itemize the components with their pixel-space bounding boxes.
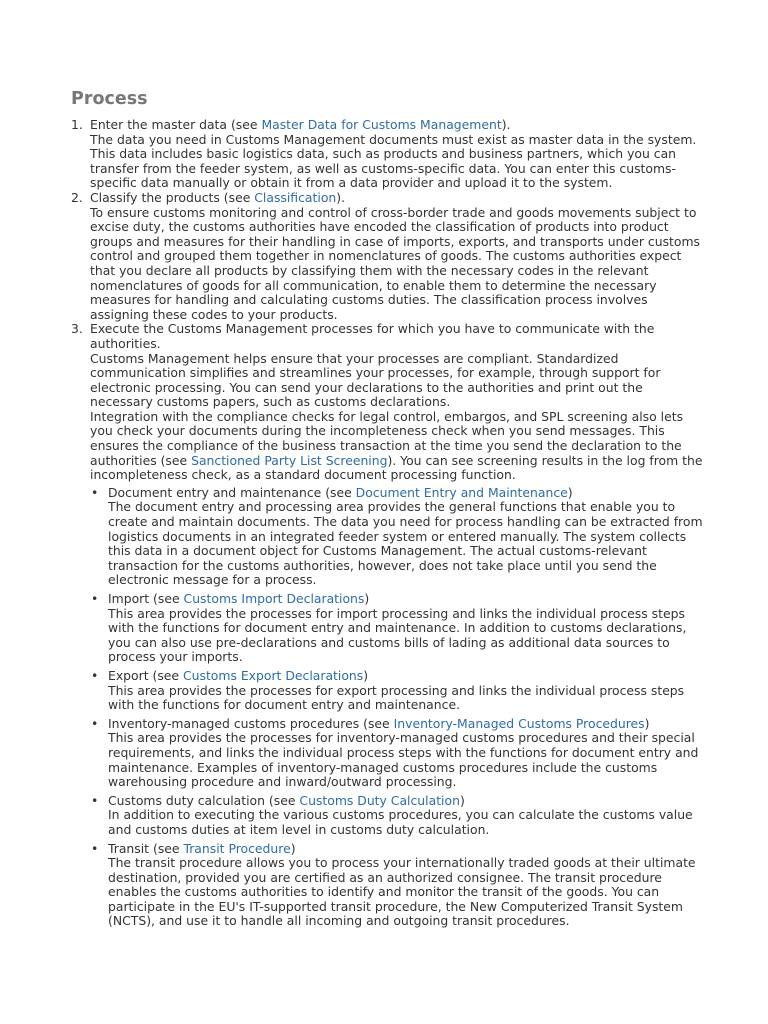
step-number: 3.	[71, 321, 83, 337]
process-step-3	[71, 322, 703, 929]
compliance-text-start: Integration with the compliance checks for legal control, embargos, and SPL screening also lets you check your documents during the incompleteness check when you send messages. This ensures the compliance of the business transaction at the time you send the declaration to the authorities (see	[90, 408, 684, 468]
link-sanctioned-party-list-screening[interactable]: Sanctioned Party List Screening	[191, 452, 388, 468]
step-lead	[90, 191, 703, 206]
bullet-label-end: )	[363, 667, 369, 683]
bullet-heading	[108, 717, 703, 732]
step-lead-text: Classify the products (see	[90, 189, 255, 205]
step-description: The data you need in Customs Management documents must exist as master data in the system. This data includes basic logistics data, such as products and business partners, which you can transfer from the feeder system, as well as customs-specific data. You can enter this customs-specific data manually or obtain it from a data provider and upload it to the system.	[90, 131, 697, 191]
bullet-label-end: )	[644, 715, 650, 731]
step-lead-text: Enter the master data (see	[90, 117, 262, 132]
step-number: 1.	[71, 117, 83, 132]
step-description: Customs Management helps ensure that your processes are compliant. Standardized communication simplifies and streamlines your processes, for example, through support for electronic processing. You can send your declarations to the authorities and print out the necessary customs papers, such as customs declarations.	[90, 350, 661, 410]
bullet-icon: •	[91, 840, 99, 856]
process-step-1	[71, 118, 703, 191]
link-transit-procedure[interactable]: Transit Procedure	[183, 840, 291, 856]
bullet-label: Import (see	[108, 591, 184, 606]
bullet-heading	[108, 486, 703, 501]
bullet-description: In addition to executing the various customs procedures, you can calculate the customs value and customs duties at item level in customs duty calculation.	[108, 807, 693, 837]
bullet-label: Inventory-managed customs procedures (see	[108, 715, 394, 731]
bullet-icon: •	[91, 667, 99, 683]
bullet-description: The document entry and processing area provides the general functions that enable you to create and maintain documents. The data you need for process handling can be extracted from logistics documents in an integrated feeder system or entered manually. The system collects this data in a document object for Customs Management. The actual customs-relevant transaction for the customs authorities, however, does not take place until you send the electronic message for a process.	[108, 499, 703, 588]
process-step-2	[71, 191, 703, 322]
bullet-description: This area provides the processes for import processing and links the individual process steps with the functions for document entry and maintenance. In addition to customs declarations, you can also use pre-declarations and customs bills of lading as additional data sources to process your imports.	[108, 605, 687, 665]
bullet-label: Export (see	[108, 667, 183, 683]
step-lead: Execute the Customs Management processes for which you have to communicate with the authorities.	[90, 321, 655, 351]
step-description: To ensure customs monitoring and control of cross-border trade and goods movements subject to excise duty, the customs authorities have encoded the classification of products into product groups and measures for their handling in case of imports, exports, and transports under customs control and grouped them together in nomenclatures of goods. The customs authorities expect that you declare all products by classifying them with the necessary codes in the relevant nomenclatures of goods for all communication, to enable them to determine the necessary measures for handling and calculating customs duties. The classification process involves assigning these codes to your products.	[90, 204, 701, 322]
bullet-label: Customs duty calculation (see	[108, 792, 300, 808]
process-steps-list	[71, 118, 703, 929]
list-item-transit	[90, 842, 703, 930]
bullet-label: Document entry and maintenance (see	[108, 484, 356, 500]
bullet-icon: •	[91, 715, 99, 731]
bullet-icon: •	[91, 591, 99, 606]
step-compliance-text	[90, 410, 703, 483]
bullet-label: Transit (see	[108, 840, 184, 856]
bullet-label-end: )	[290, 840, 296, 856]
document-page	[71, 87, 703, 933]
link-customs-duty-calculation[interactable]: Customs Duty Calculation	[299, 792, 460, 808]
bullet-heading	[108, 592, 703, 607]
bullet-label-end: )	[459, 792, 465, 808]
list-item-inventory-managed	[90, 717, 703, 790]
step-lead	[90, 118, 703, 133]
bullet-description: This area provides the processes for export processing and links the individual process steps with the functions for document entry and maintenance.	[108, 682, 685, 713]
bullet-label-end: )	[567, 484, 573, 500]
list-item-export	[90, 669, 703, 713]
list-item-customs-duty	[90, 794, 703, 838]
bullet-icon: •	[91, 484, 99, 500]
bullet-label-end: )	[364, 591, 370, 606]
process-area-list	[90, 486, 703, 929]
link-inventory-managed-customs-procedures[interactable]: Inventory-Managed Customs Procedures	[393, 715, 645, 731]
bullet-heading	[108, 669, 703, 684]
step-lead-end: ).	[501, 117, 511, 132]
bullet-icon: •	[91, 792, 99, 808]
bullet-heading	[108, 794, 703, 809]
bullet-heading	[108, 842, 703, 857]
step-number: 2.	[71, 189, 83, 205]
link-customs-export-declarations[interactable]: Customs Export Declarations	[182, 667, 364, 683]
link-classification[interactable]: Classification	[254, 189, 337, 205]
list-item-import	[90, 592, 703, 665]
link-customs-import-declarations[interactable]: Customs Import Declarations	[183, 591, 365, 606]
bullet-description: This area provides the processes for inventory-managed customs procedures and their special requirements, and links the individual process steps with the functions for document entry and maintenance. Examples of inventory-managed customs procedures include the customs warehousing procedure and inward/outward processing.	[108, 730, 699, 790]
bullet-description: The transit procedure allows you to process your internationally traded goods at their ultimate destination, provided you are certified as an authorized consignee. The transit procedure enables the customs authorities to identify and monitor the transit of the goods. You can participate in the EU's IT-supported transit procedure, the New Computerized Transit System (NCTS), and use it to handle all incoming and outgoing transit procedures.	[108, 855, 696, 929]
link-master-data[interactable]: Master Data for Customs Management	[261, 117, 502, 132]
step-lead-end: ).	[336, 189, 346, 205]
page-title: Process	[71, 89, 148, 109]
compliance-text-end: ). You can see screening results in the log from the incompleteness check, as a standard document processing function.	[90, 452, 703, 483]
list-item-document-entry	[90, 486, 703, 588]
link-document-entry-and-maintenance[interactable]: Document Entry and Maintenance	[355, 484, 568, 500]
